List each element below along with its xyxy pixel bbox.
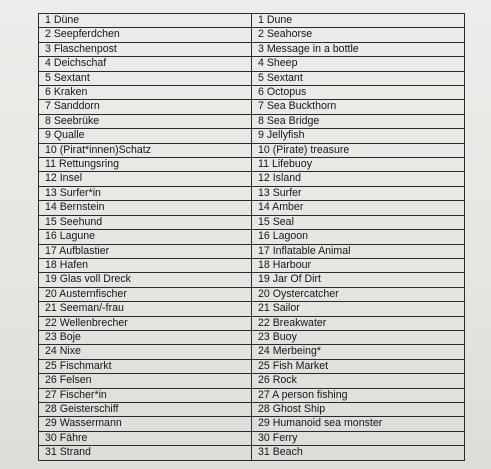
german-term-cell: 3 Flaschenpost	[39, 42, 252, 56]
english-term-cell: 9 Jellyfish	[252, 129, 465, 143]
german-term-cell: 30 Fähre	[39, 431, 252, 445]
german-term-cell: 17 Aufblastier	[39, 244, 252, 258]
german-term-cell: 13 Surfer*in	[39, 186, 252, 200]
german-term-cell: 5 Sextant	[39, 71, 252, 85]
german-term-cell: 7 Sanddorn	[39, 100, 252, 114]
german-term-cell: 14 Bernstein	[39, 201, 252, 215]
table-row	[39, 345, 465, 359]
english-term-cell: 18 Harbour	[252, 258, 465, 272]
table-row	[39, 201, 465, 215]
table-row	[39, 42, 465, 56]
table-row	[39, 302, 465, 316]
table-row	[39, 258, 465, 272]
vocabulary-table	[38, 13, 465, 461]
english-term-cell: 1 Dune	[252, 14, 465, 28]
german-term-cell: 6 Kraken	[39, 86, 252, 100]
table-row	[39, 100, 465, 114]
german-term-cell: 12 Insel	[39, 172, 252, 186]
german-term-cell: 1 Düne	[39, 14, 252, 28]
english-term-cell: 31 Beach	[252, 446, 465, 460]
german-term-cell: 15 Seehund	[39, 215, 252, 229]
table-row	[39, 215, 465, 229]
german-term-cell: 29 Wassermann	[39, 417, 252, 431]
german-term-cell: 28 Geisterschiff	[39, 402, 252, 416]
table-row	[39, 388, 465, 402]
german-term-cell: 19 Glas voll Dreck	[39, 273, 252, 287]
german-term-cell: 4 Deichschaf	[39, 57, 252, 71]
english-term-cell: 12 Island	[252, 172, 465, 186]
table-row	[39, 86, 465, 100]
table-row	[39, 158, 465, 172]
english-term-cell: 14 Amber	[252, 201, 465, 215]
table-row	[39, 114, 465, 128]
german-term-cell: 9 Qualle	[39, 129, 252, 143]
german-term-cell: 22 Wellenbrecher	[39, 316, 252, 330]
german-term-cell: 24 Nixe	[39, 345, 252, 359]
table-row	[39, 14, 465, 28]
english-term-cell: 6 Octopus	[252, 86, 465, 100]
table-row	[39, 402, 465, 416]
english-term-cell: 20 Oystercatcher	[252, 287, 465, 301]
german-term-cell: 8 Seebrüke	[39, 114, 252, 128]
english-term-cell: 19 Jar Of Dirt	[252, 273, 465, 287]
english-term-cell: 23 Buoy	[252, 330, 465, 344]
table-row	[39, 129, 465, 143]
english-term-cell: 25 Fish Market	[252, 359, 465, 373]
english-term-cell: 24 Merbeing*	[252, 345, 465, 359]
english-term-cell: 4 Sheep	[252, 57, 465, 71]
english-term-cell: 28 Ghost Ship	[252, 402, 465, 416]
german-term-cell: 18 Hafen	[39, 258, 252, 272]
english-term-cell: 26 Rock	[252, 374, 465, 388]
english-term-cell: 21 Sailor	[252, 302, 465, 316]
table-row	[39, 273, 465, 287]
german-term-cell: 23 Boje	[39, 330, 252, 344]
english-term-cell: 3 Message in a bottle	[252, 42, 465, 56]
english-term-cell: 5 Sextant	[252, 71, 465, 85]
table-row	[39, 230, 465, 244]
english-term-cell: 15 Seal	[252, 215, 465, 229]
english-term-cell: 13 Surfer	[252, 186, 465, 200]
table-row	[39, 244, 465, 258]
table-row	[39, 417, 465, 431]
table-row	[39, 374, 465, 388]
table-row	[39, 287, 465, 301]
german-term-cell: 20 Austernfischer	[39, 287, 252, 301]
english-term-cell: 8 Sea Bridge	[252, 114, 465, 128]
english-term-cell: 2 Seahorse	[252, 28, 465, 42]
table-row	[39, 316, 465, 330]
english-term-cell: 29 Humanoid sea monster	[252, 417, 465, 431]
english-term-cell: 27 A person fishing	[252, 388, 465, 402]
german-term-cell: 11 Rettungsring	[39, 158, 252, 172]
german-term-cell: 16 Lagune	[39, 230, 252, 244]
table-row	[39, 172, 465, 186]
english-term-cell: 30 Ferry	[252, 431, 465, 445]
english-term-cell: 22 Breakwater	[252, 316, 465, 330]
english-term-cell: 10 (Pirate) treasure	[252, 143, 465, 157]
table-row	[39, 28, 465, 42]
german-term-cell: 10 (Pirat*innen)Schatz	[39, 143, 252, 157]
table-row	[39, 143, 465, 157]
english-term-cell: 16 Lagoon	[252, 230, 465, 244]
table-row	[39, 186, 465, 200]
table-row	[39, 57, 465, 71]
german-term-cell: 26 Felsen	[39, 374, 252, 388]
table-row	[39, 359, 465, 373]
german-term-cell: 31 Strand	[39, 446, 252, 460]
german-term-cell: 2 Seepferdchen	[39, 28, 252, 42]
table-row	[39, 446, 465, 460]
english-term-cell: 7 Sea Buckthorn	[252, 100, 465, 114]
vocabulary-table-body	[39, 14, 465, 461]
table-row	[39, 71, 465, 85]
german-term-cell: 21 Seeman/-frau	[39, 302, 252, 316]
table-row	[39, 431, 465, 445]
table-row	[39, 330, 465, 344]
german-term-cell: 25 Fischmarkt	[39, 359, 252, 373]
english-term-cell: 17 Inflatable Animal	[252, 244, 465, 258]
german-term-cell: 27 Fischer*in	[39, 388, 252, 402]
english-term-cell: 11 Lifebuoy	[252, 158, 465, 172]
